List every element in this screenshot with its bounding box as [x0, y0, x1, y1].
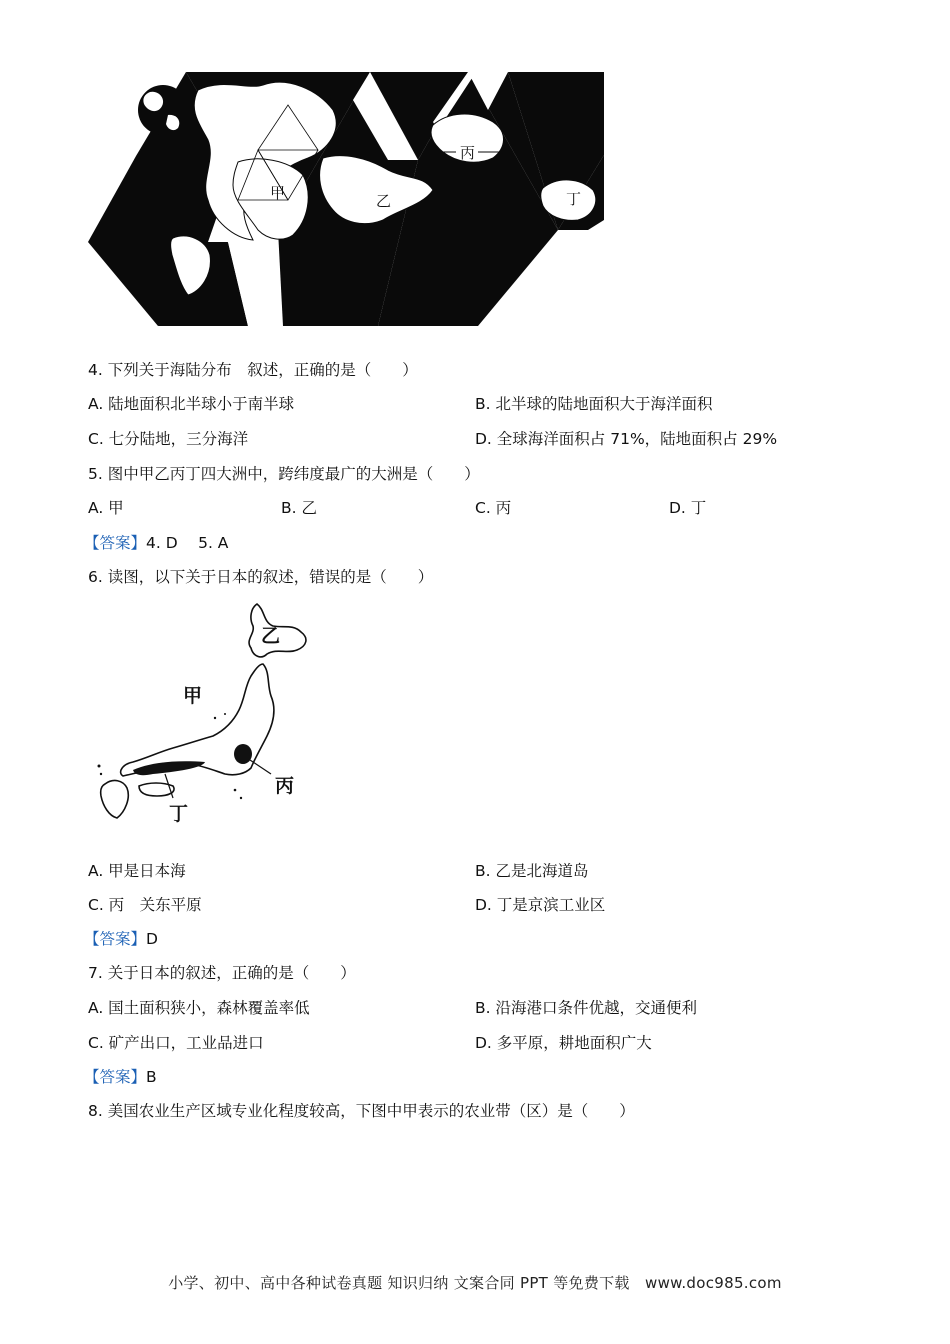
q6-stem: 6. 读图，以下关于日本的叙述，错误的是（ ） — [88, 568, 434, 586]
page-footer: 小学、初中、高中各种试卷真题 知识归纳 文案合同 PPT 等免费下载 www.doc985.com — [168, 1274, 782, 1292]
q8-stem: 8. 美国农业生产区域专业化程度较高，下图中甲表示的农业带（区）是（ ） — [88, 1102, 635, 1120]
japan-label-ding: 丁 — [169, 803, 189, 825]
q5-option-b: B. 乙 — [281, 499, 317, 517]
answer-text: B — [146, 1068, 157, 1086]
q6-option-a: A. 甲是日本海 — [88, 862, 186, 880]
q6-option-d: D. 丁是京滨工业区 — [475, 896, 606, 914]
q5-stem: 5. 图中甲乙丙丁四大洲中，跨纬度最广的大洲是（ ） — [88, 465, 480, 483]
japan-label-bing: 丙 — [275, 775, 295, 797]
q5-option-c: C. 丙 — [475, 499, 512, 517]
q4-option-c: C. 七分陆地，三分海洋 — [88, 430, 249, 448]
q4-stem: 4. 下列关于海陆分布 叙述，正确的是（ ） — [88, 361, 418, 379]
answer-7 — [84, 1067, 157, 1087]
q5-option-a: A. 甲 — [88, 499, 124, 517]
q7-option-a: A. 国土面积狭小，森林覆盖率低 — [88, 999, 310, 1017]
q4-option-d: D. 全球海洋面积占 71%，陆地面积占 29% — [475, 430, 778, 448]
world-map-figure — [88, 70, 608, 328]
q4-option-b: B. 北半球的陆地面积大于海洋面积 — [475, 395, 713, 413]
answer-4-5 — [84, 533, 228, 553]
answer-tag: 【答案】 — [84, 1068, 147, 1086]
japan-map-figure — [95, 598, 325, 830]
globe-icon — [138, 85, 188, 135]
answer-tag: 【答案】 — [84, 930, 147, 948]
q5-option-d: D. 丁 — [669, 499, 707, 517]
map-label-yi: 乙 — [376, 192, 392, 210]
q6-option-c: C. 丙 关东平原 — [88, 896, 202, 914]
map-label-ding: 丁 — [566, 190, 582, 208]
q7-stem: 7. 关于日本的叙述，正确的是（ ） — [88, 964, 356, 982]
q4-option-a: A. 陆地面积北半球小于南半球 — [88, 395, 295, 413]
map-label-bing: 丙 — [460, 144, 476, 162]
japan-label-jia: 甲 — [183, 685, 203, 707]
map-label-jia: 甲 — [270, 184, 286, 202]
answer-text: 4. D 5. A — [146, 534, 229, 552]
answer-tag: 【答案】 — [84, 534, 147, 552]
answer-6 — [84, 929, 158, 949]
q6-option-b: B. 乙是北海道岛 — [475, 862, 589, 880]
q7-option-d: D. 多平原，耕地面积广大 — [475, 1034, 652, 1052]
japan-label-yi: 乙 — [261, 625, 281, 647]
answer-text: D — [146, 930, 158, 948]
q7-option-b: B. 沿海港口条件优越，交通便利 — [475, 999, 697, 1017]
q7-option-c: C. 矿产出口，工业品进口 — [88, 1034, 264, 1052]
